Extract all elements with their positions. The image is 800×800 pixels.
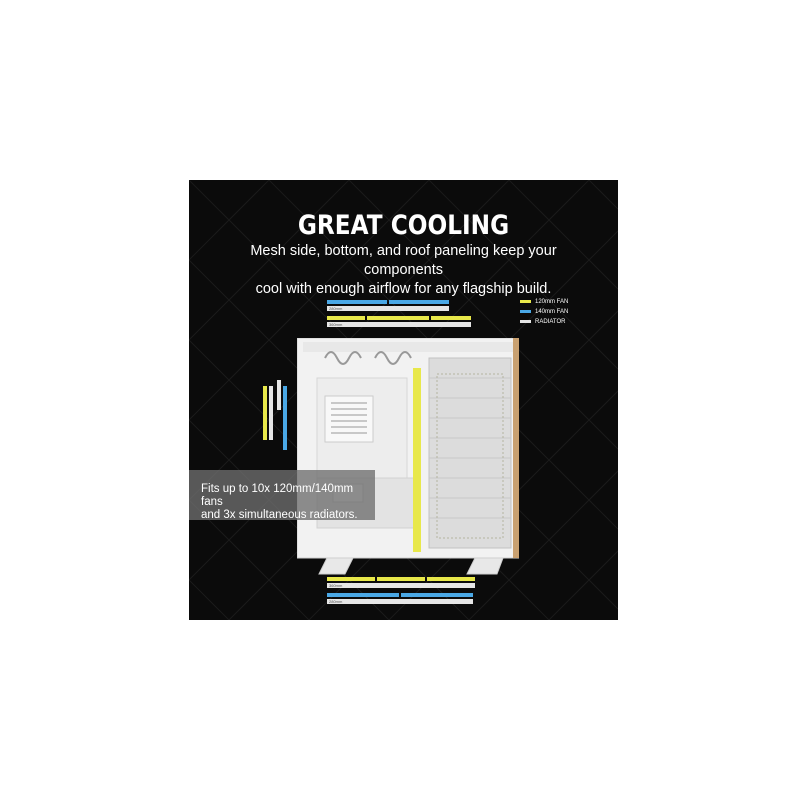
top-120mm-fan-bar	[367, 316, 429, 320]
legend-item-radiator	[520, 317, 568, 326]
legend-label: 140mm FAN	[535, 308, 569, 315]
bottom-140mm-fan-bar	[327, 593, 399, 597]
subheadline-line-1: Mesh side, bottom, and roof paneling keep your components	[250, 243, 557, 278]
subheadline	[209, 242, 598, 299]
callout-line-1: Fits up to 10x 120mm/140mm fans	[201, 483, 354, 508]
callout-box	[189, 470, 375, 520]
bottom-120mm-fan-bar	[427, 577, 475, 581]
side-120mm-fan-bar	[263, 386, 267, 440]
bottom-120mm-fan-bar	[327, 577, 375, 581]
bottom-radiator-bar-280: 280mm	[327, 599, 473, 604]
legend	[520, 297, 568, 327]
legend-swatch-yellow	[520, 300, 531, 303]
top-140mm-fan-bar	[327, 300, 387, 304]
legend-label: 120mm FAN	[535, 298, 569, 305]
headline: GREAT COOLING	[297, 210, 510, 241]
product-panel	[189, 180, 618, 620]
side-radiator-bar	[269, 386, 273, 440]
top-120mm-fan-bar	[327, 316, 365, 320]
bottom-radiator-bar-360: 360mm	[327, 583, 475, 588]
top-radiator-bar-280: 280mm	[327, 306, 449, 311]
callout-line-2: and 3x simultaneous radiators.	[201, 509, 358, 521]
bottom-120mm-fan-bar	[377, 577, 425, 581]
pc-case-illustration	[297, 338, 519, 580]
side-radiator-bar	[277, 380, 281, 410]
bottom-140mm-fan-bar	[401, 593, 473, 597]
top-140mm-fan-bar	[389, 300, 449, 304]
legend-item-140mm-fan	[520, 307, 568, 316]
callout-text	[201, 483, 375, 522]
top-radiator-bar-360: 360mm	[327, 322, 471, 327]
legend-label: RADIATOR	[535, 318, 566, 325]
top-120mm-fan-bar	[431, 316, 471, 320]
legend-item-120mm-fan	[520, 297, 568, 306]
side-140mm-fan-bar	[283, 386, 287, 450]
subheadline-line-2: cool with enough airflow for any flagship build.	[255, 281, 552, 297]
legend-swatch-blue	[520, 310, 531, 313]
legend-swatch-white	[520, 320, 531, 323]
